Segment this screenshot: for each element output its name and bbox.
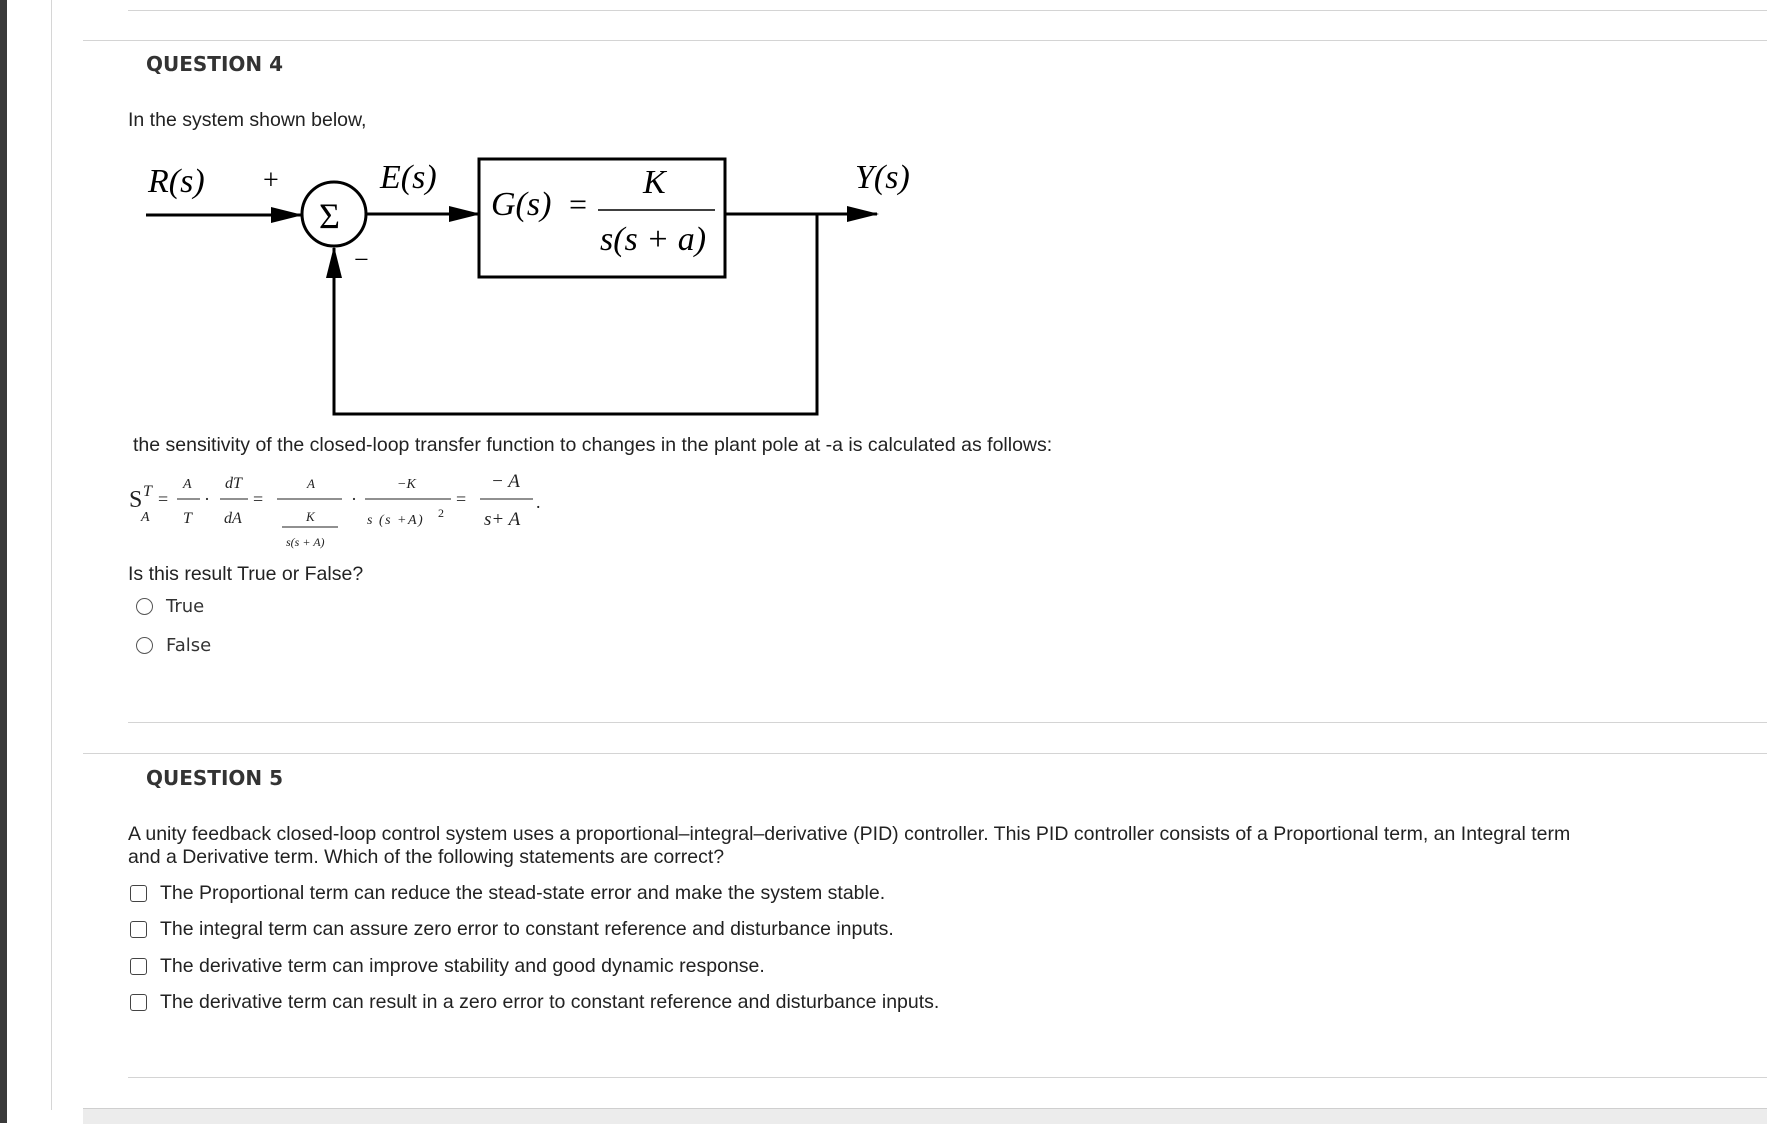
sensitivity-superscript: T [143, 483, 152, 500]
option-true[interactable] [136, 596, 204, 617]
radio-button-false[interactable] [136, 637, 153, 654]
option-derivative-stability-label[interactable]: The derivative term can improve stability and good dynamic response. [160, 955, 765, 977]
bottom-panel-edge [83, 1108, 1767, 1124]
input-label: R(s) [148, 163, 205, 200]
minus-sign: − [354, 245, 369, 274]
option-integral-label[interactable]: The integral term can assure zero error to constant reference and disturbance inputs. [160, 918, 894, 940]
window-left-edge [0, 0, 7, 1123]
fraction-5-denominator: s+ A [484, 509, 521, 530]
question-4-divider [83, 40, 1767, 41]
fraction-2-numerator: dT [225, 475, 242, 492]
question-5-end-divider [128, 1077, 1767, 1078]
fraction-2-denominator: dA [224, 510, 242, 527]
top-divider [128, 10, 1767, 11]
plus-sign: + [263, 165, 279, 196]
block-diagram [130, 148, 930, 428]
equals-3: = [456, 489, 467, 509]
option-integral[interactable] [130, 918, 894, 941]
plant-lhs: G(s) [491, 186, 552, 223]
question-4-prompt: Is this result True or False? [128, 563, 364, 585]
option-false-label[interactable]: False [166, 635, 212, 656]
question-4-end-divider [128, 722, 1767, 723]
question-4-title: QUESTION 4 [146, 52, 284, 76]
fraction-4-denominator: s (s +A) [367, 513, 425, 528]
checkbox-derivative-stability[interactable] [130, 958, 147, 975]
sensitivity-subscript: A [141, 510, 150, 525]
fraction-3-inner-numerator: K [306, 509, 315, 524]
plant-numerator: K [643, 164, 666, 201]
fraction-1-denominator: T [183, 510, 192, 527]
question-5-divider [83, 753, 1767, 754]
fraction-3-numerator: A [307, 476, 315, 491]
plant-denominator: s(s + a) [600, 221, 707, 258]
sigma-symbol: Σ [319, 196, 340, 236]
fraction-1-numerator: A [183, 477, 192, 492]
dot-2: · [351, 489, 357, 509]
option-true-label[interactable]: True [166, 596, 205, 617]
fraction-4-exponent: 2 [438, 506, 444, 520]
error-label: E(s) [380, 159, 437, 196]
option-derivative-zero-error[interactable] [130, 991, 939, 1014]
question-5-title: QUESTION 5 [146, 766, 284, 790]
radio-button-true[interactable] [136, 598, 153, 615]
dot-1: · [204, 489, 210, 509]
question-5-text-line-2: and a Derivative term. Which of the following statements are correct? [128, 846, 725, 868]
output-label: Y(s) [855, 159, 910, 196]
checkbox-derivative-zero-error[interactable] [130, 994, 147, 1011]
formula-period: . [536, 492, 541, 512]
sensitivity-symbol: S [129, 487, 143, 513]
checkbox-integral[interactable] [130, 921, 147, 938]
option-derivative-zero-error-label[interactable]: The derivative term can result in a zero error to constant reference and disturbance inputs. [160, 991, 940, 1013]
plant-equals: = [569, 186, 588, 222]
equals-2: = [253, 489, 264, 509]
sensitivity-formula [125, 466, 565, 551]
question-4-intro: In the system shown below, [128, 109, 367, 131]
option-proportional[interactable] [130, 882, 885, 905]
checkbox-proportional[interactable] [130, 885, 147, 902]
option-derivative-stability[interactable] [130, 955, 765, 978]
equals-1: = [158, 489, 169, 509]
sensitivity-text: the sensitivity of the closed-loop transfer function to changes in the plant pole at -a is calculated as follows: [133, 434, 1053, 456]
option-false[interactable] [136, 635, 211, 656]
fraction-5-numerator: − A [491, 471, 520, 492]
question-5-text-line-1: A unity feedback closed-loop control system uses a proportional–integral–derivative (PID) controller. This PID controller consists of a Proportional term, an Integral term [128, 823, 1571, 845]
option-proportional-label[interactable]: The Proportional term can reduce the stead-state error and make the system stable. [160, 882, 886, 904]
content-border [51, 0, 52, 1110]
fraction-3-inner-denominator: s(s + A) [286, 535, 325, 549]
fraction-4-numerator: −K [397, 477, 416, 492]
